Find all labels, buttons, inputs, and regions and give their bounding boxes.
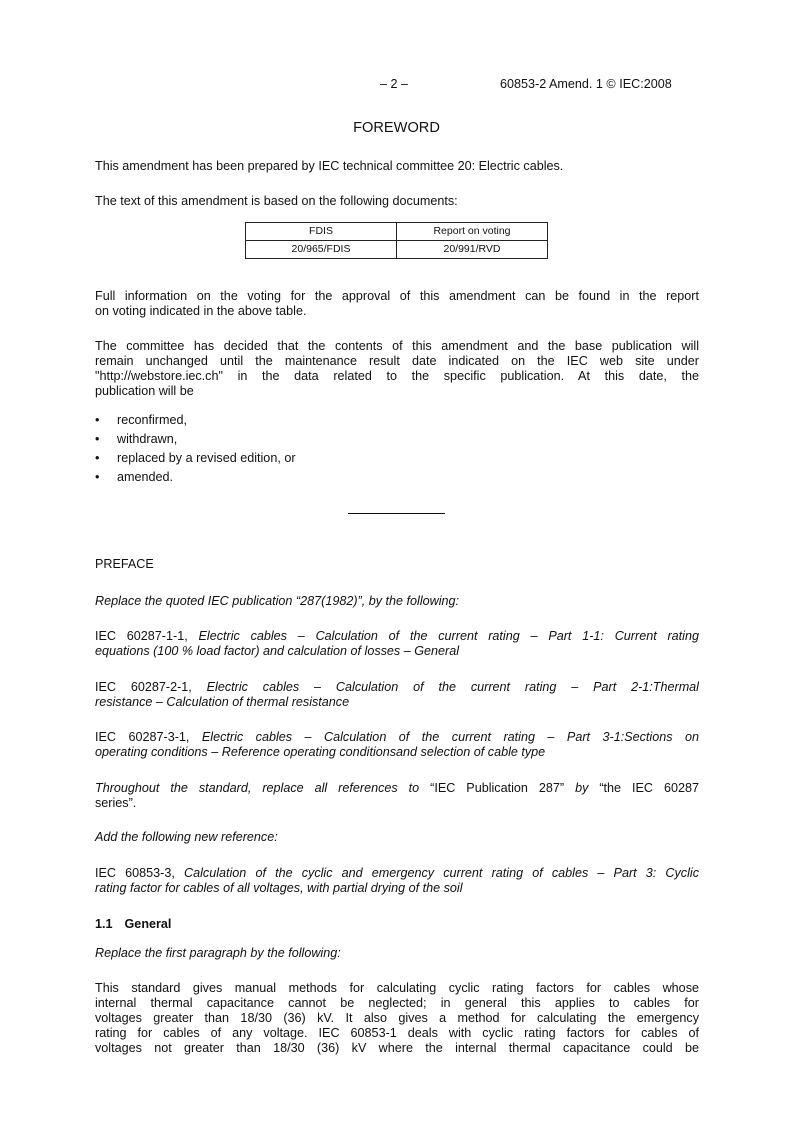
- reference-number: IEC 60853-3,: [95, 866, 184, 880]
- reference-title-cont: resistance – Calculation of thermal resistance: [95, 695, 350, 709]
- section-number: 1.1: [95, 917, 113, 931]
- section-body-paragraph: [95, 981, 699, 1056]
- reference-title: Calculation of the cyclic and emergency current rating of cables – Part 3: Cyclic: [184, 866, 699, 880]
- text-line: [95, 730, 699, 745]
- quoted-text: “IEC Publication 287”: [419, 781, 576, 795]
- text-line: The committee has decided that the contents of this amendment and the base publication will: [95, 339, 699, 353]
- table-cell: 20/965/FDIS: [246, 241, 397, 259]
- list-item: [95, 451, 296, 470]
- preface-throughout-instruction: [95, 781, 699, 811]
- separator-line: [348, 513, 445, 514]
- foreword-paragraph-based-on: The text of this amendment is based on the following documents:: [95, 194, 458, 208]
- reference-60853-3: [95, 866, 699, 896]
- list-item: [95, 413, 296, 432]
- table-header-cell: FDIS: [246, 223, 397, 241]
- list-item: [95, 432, 296, 451]
- reference-title-cont: equations (100 % load factor) and calculation of losses – General: [95, 644, 460, 658]
- text-line: internal thermal capacitance cannot be neglected; in general this applies to cables for: [95, 996, 699, 1010]
- foreword-paragraph-voting-info: [95, 289, 699, 319]
- text-line: [95, 866, 699, 881]
- text-line: publication will be: [95, 384, 194, 398]
- bullet-icon: •: [95, 451, 100, 465]
- bullet-icon: •: [95, 413, 100, 427]
- list-item-label: amended.: [117, 470, 174, 484]
- reference-title-cont: operating conditions – Reference operating conditionsand selection of cable type: [95, 745, 546, 759]
- text-line: [95, 695, 699, 710]
- list-item-label: replaced by a revised edition, or: [117, 451, 296, 465]
- reference-60287-3-1: [95, 730, 699, 760]
- table-header-row: [246, 223, 548, 241]
- text-line: [95, 644, 699, 659]
- reference-title: Electric cables – Calculation of the current rating – Part 3-1:Sections on: [201, 730, 699, 744]
- preface-instruction: [95, 594, 699, 609]
- reference-number: IEC 60287-1-1,: [95, 629, 199, 643]
- list-item-label: reconfirmed,: [117, 413, 187, 427]
- list-item: [95, 470, 296, 489]
- reference-title: Electric cables – Calculation of the current rating – Part 2-1:Thermal: [206, 680, 699, 694]
- text-line: rating for cables of any voltage. IEC 60853-1 deals with cyclic rating factors for cables of: [95, 1026, 699, 1040]
- foreword-paragraph-maintenance: [95, 339, 699, 399]
- text-line: "http://webstore.iec.ch" in the data related to the specific publication. At this date, the: [95, 369, 699, 383]
- text-line: [95, 781, 699, 796]
- document-id: 60853-2 Amend. 1 © IEC:2008: [500, 77, 672, 91]
- text-line: [95, 881, 699, 896]
- reference-number: IEC 60287-3-1,: [95, 730, 202, 744]
- bullet-icon: •: [95, 432, 100, 446]
- quoted-text: “the IEC 60287: [588, 781, 700, 795]
- instruction-text: Replace the first paragraph by the following:: [95, 946, 341, 960]
- instruction-text: Throughout the standard, replace all references to: [95, 781, 420, 795]
- table-cell: 20/991/RVD: [397, 241, 548, 259]
- instruction-text: Add the following new reference:: [95, 830, 278, 844]
- text-line: [95, 680, 699, 695]
- text-line: on voting indicated in the above table.: [95, 304, 307, 318]
- section-title: General: [124, 917, 172, 931]
- reference-title: Electric cables – Calculation of the current rating – Part 1-1: Current rating: [198, 629, 699, 643]
- reference-60287-1-1: [95, 629, 699, 659]
- reference-number: IEC 60287-2-1,: [95, 680, 207, 694]
- list-item-label: withdrawn,: [117, 432, 178, 446]
- voting-documents-table: [245, 222, 548, 259]
- preface-title: PREFACE: [95, 557, 154, 571]
- text-line: voltages not greater than 18/30 (36) kV where the internal thermal capacitance could be: [95, 1041, 699, 1055]
- table-header-cell: Report on voting: [397, 223, 548, 241]
- bullet-list: [95, 413, 296, 489]
- text-line: remain unchanged until the maintenance result date indicated on the IEC web site under: [95, 354, 699, 368]
- reference-60287-2-1: [95, 680, 699, 710]
- text-line: [95, 745, 699, 760]
- bullet-icon: •: [95, 470, 100, 484]
- page-number: – 2 –: [380, 77, 409, 91]
- foreword-paragraph-committee: This amendment has been prepared by IEC technical committee 20: Electric cables.: [95, 159, 564, 173]
- preface-add-instruction: [95, 830, 699, 845]
- text-line: [95, 629, 699, 644]
- text-line: voltages greater than 18/30 (36) kV. It also gives a method for calculating the emergency: [95, 1011, 699, 1025]
- reference-title-cont: rating factor for cables of all voltages, with partial drying of the soil: [95, 881, 463, 895]
- table-row: [246, 241, 548, 259]
- instruction-text: by: [575, 781, 589, 795]
- text-line: series”.: [95, 796, 137, 810]
- section-instruction: [95, 946, 699, 961]
- section-heading: [95, 917, 699, 932]
- foreword-title: FOREWORD: [353, 120, 440, 136]
- text-line: This standard gives manual methods for calculating cyclic rating factors for cables whose: [95, 981, 699, 995]
- instruction-text: Replace the quoted IEC publication “287(1982)”, by the following:: [95, 594, 460, 608]
- text-line: Full information on the voting for the approval of this amendment can be found in the report: [95, 289, 699, 303]
